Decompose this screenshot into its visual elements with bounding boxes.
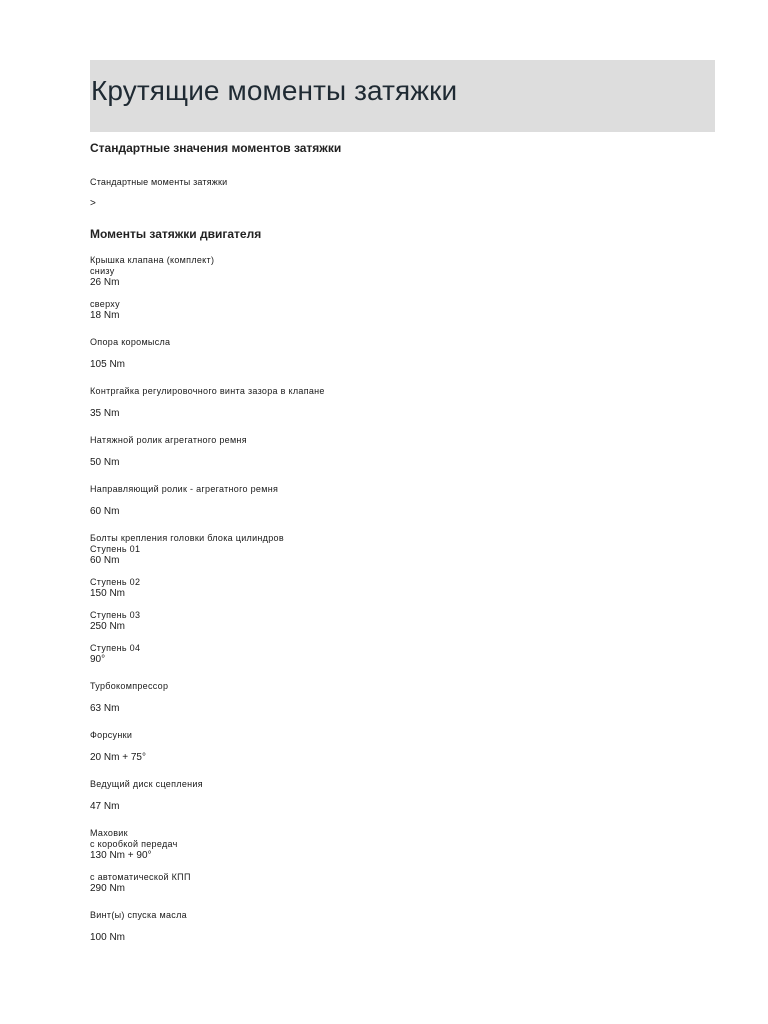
torque-value: 63 Nm (90, 703, 120, 714)
item-label: Натяжной ролик агрегатного ремня (90, 435, 247, 445)
standard-torques-link[interactable]: Стандартные моменты затяжки (90, 177, 228, 187)
standard-heading: Стандартные значения моментов затяжки (90, 141, 342, 155)
torque-value: 90° (90, 654, 106, 665)
sub-label: с коробкой передач (90, 839, 178, 849)
sub-label: снизу (90, 266, 115, 276)
list-item (90, 730, 715, 764)
page-title: Крутящие моменты затяжки (91, 75, 458, 106)
list-item (90, 779, 715, 813)
torque-value: 60 Nm (90, 506, 120, 517)
sub-item (90, 610, 715, 633)
item-label: Болты крепления головки блока цилиндров (90, 533, 284, 543)
list-item (90, 828, 715, 895)
sub-label: Ступень 03 (90, 610, 141, 620)
sub-label: Ступень 01 (90, 544, 141, 554)
sub-label: Ступень 04 (90, 643, 141, 653)
sub-item (90, 299, 715, 322)
list-item (90, 533, 715, 666)
document-page (90, 60, 715, 959)
torque-value: 100 Nm (90, 932, 126, 943)
sub-label: Ступень 02 (90, 577, 141, 587)
list-item (90, 255, 715, 322)
item-label: Крышка клапана (комплект) (90, 255, 215, 265)
torque-list (90, 255, 715, 944)
sub-item (90, 643, 715, 666)
item-label: Винт(ы) спуска масла (90, 910, 187, 920)
item-label: Ведущий диск сцепления (90, 779, 203, 789)
item-label: Опора коромысла (90, 337, 171, 347)
torque-value: 20 Nm + 75° (90, 752, 146, 763)
torque-value: 47 Nm (90, 801, 120, 812)
expand-arrow-icon[interactable]: > (90, 198, 96, 209)
torque-value: 250 Nm (90, 621, 126, 632)
sub-label: с автоматической КПП (90, 872, 191, 882)
torque-value: 26 Nm (90, 277, 120, 288)
sub-item (90, 544, 715, 567)
list-item (90, 484, 715, 518)
sub-item (90, 839, 715, 862)
item-label: Маховик (90, 828, 128, 838)
torque-value: 290 Nm (90, 883, 126, 894)
torque-value: 60 Nm (90, 555, 120, 566)
sub-item (90, 266, 715, 289)
item-label: Направляющий ролик - агрегатного ремня (90, 484, 279, 494)
sub-item (90, 872, 715, 895)
sub-label: сверху (90, 299, 120, 309)
list-item (90, 910, 715, 944)
sub-item (90, 577, 715, 600)
torque-value: 105 Nm (90, 359, 126, 370)
engine-heading: Моменты затяжки двигателя (90, 227, 262, 241)
torque-value: 50 Nm (90, 457, 120, 468)
list-item (90, 386, 715, 420)
torque-value: 150 Nm (90, 588, 126, 599)
torque-value: 35 Nm (90, 408, 120, 419)
item-label: Форсунки (90, 730, 133, 740)
list-item (90, 337, 715, 371)
torque-value: 18 Nm (90, 310, 120, 321)
torque-value: 130 Nm + 90° (90, 850, 152, 861)
list-item (90, 435, 715, 469)
item-label: Турбокомпрессор (90, 681, 169, 691)
list-item (90, 681, 715, 715)
item-label: Контргайка регулировочного винта зазора в клапане (90, 386, 325, 396)
title-band (90, 60, 715, 132)
